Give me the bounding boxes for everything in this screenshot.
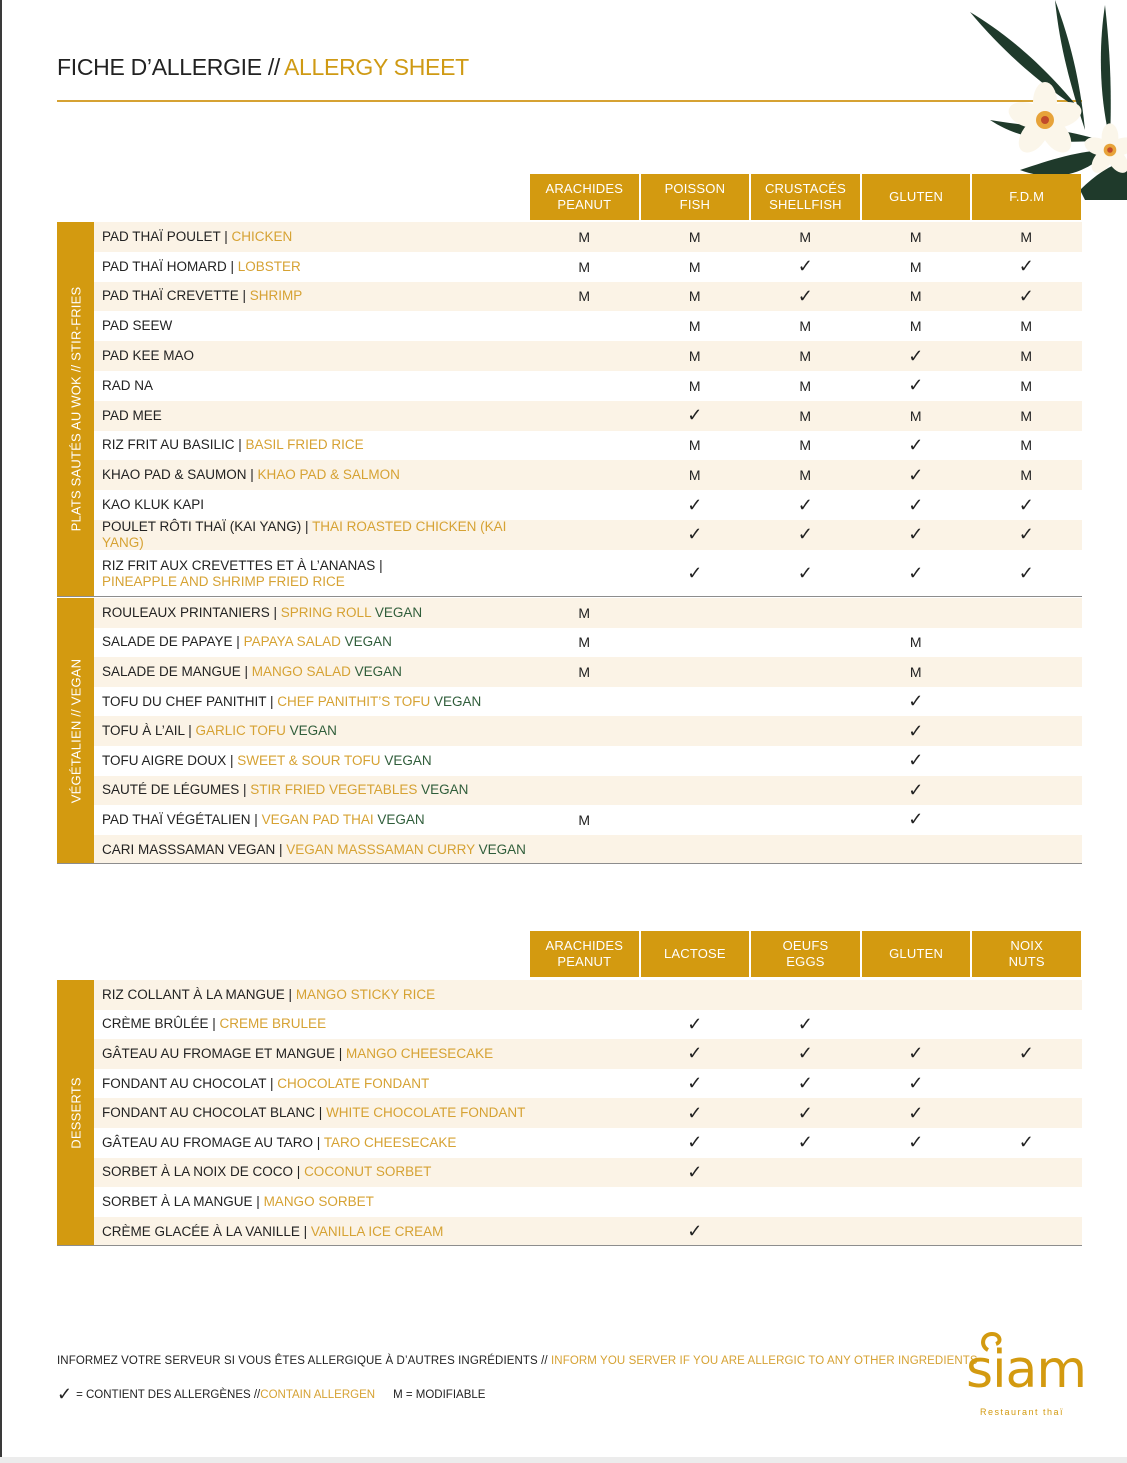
dish-name: SORBET À LA NOIX DE COCO | COCONUT SORBET <box>102 1164 432 1180</box>
dish-name: FONDANT AU CHOCOLAT BLANC | WHITE CHOCOLATE FONDANT <box>102 1105 526 1121</box>
table-row <box>94 1010 1082 1040</box>
table-row <box>94 490 1082 520</box>
allergen-mark: M <box>578 228 591 245</box>
table-row <box>94 835 1082 865</box>
check-icon: ✓ <box>1018 285 1034 306</box>
table-row <box>94 460 1082 490</box>
section-label-vegan: VÉGÉTALIEN // VEGAN <box>57 598 94 863</box>
check-icon: ✓ <box>687 1043 703 1064</box>
vegan-tag: VEGAN <box>434 693 482 709</box>
check-icon: ✓ <box>908 1073 924 1094</box>
column-header-peanut: ARACHIDES PEANUT <box>530 931 639 977</box>
table-row <box>94 1217 1082 1247</box>
allergen-mark: M <box>688 288 701 305</box>
allergen-mark: M <box>799 467 812 484</box>
allergen-mark: M <box>1020 228 1033 245</box>
check-icon: ✓ <box>1018 256 1034 277</box>
check-icon: ✓ <box>797 285 813 306</box>
allergen-mark: M <box>799 228 812 245</box>
table-row <box>94 550 1082 598</box>
column-header-gluten: GLUTEN <box>862 174 971 220</box>
allergen-mark: M <box>1020 377 1033 394</box>
allergen-mark: M <box>909 258 922 275</box>
check-icon: ✓ <box>687 494 703 515</box>
check-icon: ✓ <box>687 1221 703 1242</box>
dish-name: CRÈME BRÛLÉE | CREME BRULEE <box>102 1016 327 1032</box>
allergen-mark: M <box>799 407 812 424</box>
check-icon: ✓ <box>908 464 924 485</box>
allergen-mark: M <box>909 288 922 305</box>
check-icon: ✓ <box>908 691 924 712</box>
check-icon: ✓ <box>908 809 924 830</box>
check-icon: ✓ <box>797 524 813 545</box>
dish-name: RIZ FRIT AUX CREVETTES ET À L’ANANAS | PINEAPPLE AND SHRIMP FRIED RICE <box>102 557 383 589</box>
check-icon: ✓ <box>797 256 813 277</box>
column-header-eggs: OEUFS EGGS <box>751 931 860 977</box>
allergen-mark: M <box>688 348 701 365</box>
allergen-mark: M <box>578 663 591 680</box>
allergen-mark: M <box>688 258 701 275</box>
legend: ✓ = CONTIENT DES ALLERGÈNES // CONTAIN ALLERGEN M = MODIFIABLE <box>57 1384 486 1404</box>
vegan-tag: VEGAN <box>384 752 432 768</box>
table-row <box>94 311 1082 341</box>
table-row <box>94 657 1082 687</box>
dish-name: RIZ FRIT AU BASILIC | BASIL FRIED RICE <box>102 437 364 453</box>
table-row <box>94 282 1082 312</box>
allergen-mark: M <box>688 228 701 245</box>
check-icon: ✓ <box>687 1102 703 1123</box>
page-border <box>0 0 2 1463</box>
allergen-mark: M <box>578 288 591 305</box>
check-icon: ✓ <box>908 563 924 584</box>
section-label-desserts: DESSERTS <box>57 980 94 1245</box>
dish-name: SORBET À LA MANGUE | MANGO SORBET <box>102 1193 374 1209</box>
check-icon: ✓ <box>908 434 924 455</box>
check-icon: ✓ <box>1018 494 1034 515</box>
column-header-peanut: ARACHIDES PEANUT <box>530 174 639 220</box>
check-icon: ✓ <box>687 1013 703 1034</box>
table-row <box>94 1128 1082 1158</box>
check-icon: ✓ <box>908 1043 924 1064</box>
dessert-list <box>94 980 1082 1246</box>
vegan-tag: VEGAN <box>478 841 526 857</box>
allergen-mark: M <box>688 467 701 484</box>
dish-name: GÂTEAU AU FROMAGE AU TARO | TARO CHEESECAKE <box>102 1134 457 1150</box>
check-icon: ✓ <box>908 779 924 800</box>
section-vegan <box>57 598 1082 863</box>
table-row <box>94 1187 1082 1217</box>
allergen-mark: M <box>1020 318 1033 335</box>
allergen-mark: M <box>909 663 922 680</box>
allergen-mark: M <box>1020 407 1033 424</box>
column-header-fish: POISSON FISH <box>641 174 750 220</box>
table-row <box>94 1039 1082 1069</box>
section-label-stir-fries: PLATS SAUTÉS AU WOK // STIR-FRIES <box>57 222 94 596</box>
table-row <box>94 716 1082 746</box>
check-icon: ✓ <box>908 1102 924 1123</box>
allergen-mark: M <box>909 407 922 424</box>
check-icon: ✓ <box>687 405 703 426</box>
check-icon: ✓ <box>1018 1132 1034 1153</box>
column-header-fdm: F.D.M <box>972 174 1081 220</box>
section-desserts <box>57 980 1082 1245</box>
check-icon: ✓ <box>687 524 703 545</box>
check-icon: ✓ <box>797 1073 813 1094</box>
table-row <box>94 1098 1082 1128</box>
page-bottom-edge <box>0 1457 1127 1463</box>
dish-name: SALADE DE MANGUE | MANGO SALAD VEGAN <box>102 663 402 679</box>
table-row <box>94 341 1082 371</box>
dish-name: PAD KEE MAO <box>102 348 195 364</box>
allergen-mark: M <box>578 258 591 275</box>
check-icon: ✓ <box>687 1073 703 1094</box>
check-icon: ✓ <box>1018 1043 1034 1064</box>
table-row <box>94 401 1082 431</box>
dish-name: TOFU À L’AIL | GARLIC TOFU VEGAN <box>102 723 337 739</box>
frangipani-flower-decoration <box>960 0 1127 200</box>
check-icon: ✓ <box>1018 563 1034 584</box>
check-icon: ✓ <box>687 1161 703 1182</box>
allergen-mark: M <box>799 318 812 335</box>
vegan-tag: VEGAN <box>354 663 402 679</box>
dish-name: PAD THAÏ CREVETTE | SHRIMP <box>102 288 303 304</box>
check-icon: ✓ <box>1018 524 1034 545</box>
allergen-mark: M <box>1020 437 1033 454</box>
section-divider <box>57 1245 1082 1246</box>
table-row <box>94 1069 1082 1099</box>
table-row <box>94 687 1082 717</box>
dish-name: SALADE DE PAPAYE | PAPAYA SALAD VEGAN <box>102 634 392 650</box>
check-icon: ✓ <box>797 1013 813 1034</box>
dish-name: RAD NA <box>102 377 154 393</box>
siam-logo: siam Restaurant thaï <box>958 1324 1086 1424</box>
check-icon: ✓ <box>908 375 924 396</box>
table-row <box>94 431 1082 461</box>
header-divider <box>57 100 1082 102</box>
vegan-tag: VEGAN <box>289 723 337 739</box>
dish-name: PAD THAÏ VÉGÉTALIEN | VEGAN PAD THAI VEGAN <box>102 811 425 827</box>
dish-name: POULET RÔTI THAÏ (KAI YANG) | THAI ROASTED CHICKEN (KAI YANG) <box>102 518 507 550</box>
column-header-lactose: LACTOSE <box>641 931 750 977</box>
allergy-notice: INFORMEZ VOTRE SERVEUR SI VOUS ÊTES ALLERGIQUE À D’AUTRES INGRÉDIENTS // INFORM YOU SERVER IF YOU ARE ALLERGIC TO ANY OTHER INGREDIENTS <box>57 1355 978 1367</box>
check-icon: ✓ <box>797 494 813 515</box>
dish-name: CARI MASSSAMAN VEGAN | VEGAN MASSSAMAN CURRY VEGAN <box>102 841 526 857</box>
dish-list <box>94 598 1082 864</box>
table-row <box>94 805 1082 835</box>
table-row <box>94 598 1082 628</box>
section-divider <box>57 596 1082 597</box>
allergen-mark: M <box>688 377 701 394</box>
allergen-mark: M <box>578 811 591 828</box>
dish-name: RIZ COLLANT À LA MANGUE | MANGO STICKY RICE <box>102 986 436 1002</box>
dish-name: CRÈME GLACÉE À LA VANILLE | VANILLA ICE CREAM <box>102 1223 444 1239</box>
column-header-nuts: NOIX NUTS <box>972 931 1081 977</box>
check-icon: ✓ <box>797 1043 813 1064</box>
dish-name: TOFU DU CHEF PANITHIT | CHEF PANITHIT’S TOFU VEGAN <box>102 693 482 709</box>
page-title: FICHE D’ALLERGIE // ALLERGY SHEET <box>57 54 469 80</box>
dish-name: KAO KLUK KAPI <box>102 497 205 513</box>
table-row <box>94 222 1082 252</box>
table-row <box>94 520 1082 550</box>
check-icon: ✓ <box>57 1384 73 1404</box>
table-row <box>94 1158 1082 1188</box>
vegan-tag: VEGAN <box>374 604 423 620</box>
check-icon: ✓ <box>908 750 924 771</box>
table-row <box>94 252 1082 282</box>
table-row <box>94 628 1082 658</box>
dish-name: SAUTÉ DE LÉGUMES | STIR FRIED VEGETABLES VEGAN <box>102 782 469 798</box>
allergen-mark: M <box>578 604 591 621</box>
allergen-mark: M <box>688 318 701 335</box>
section-divider <box>57 863 1082 864</box>
check-icon: ✓ <box>908 1132 924 1153</box>
table-row <box>94 371 1082 401</box>
check-icon: ✓ <box>908 524 924 545</box>
check-icon: ✓ <box>908 345 924 366</box>
dish-list <box>94 222 1082 598</box>
allergen-mark: M <box>688 437 701 454</box>
vegan-tag: VEGAN <box>421 782 469 798</box>
check-icon: ✓ <box>687 1132 703 1153</box>
column-header-gluten: GLUTEN <box>862 931 971 977</box>
allergen-mark: M <box>578 634 591 651</box>
check-icon: ✓ <box>908 494 924 515</box>
dish-name: PAD THAÏ POULET | CHICKEN <box>102 228 293 244</box>
dish-name: PAD THAÏ HOMARD | LOBSTER <box>102 258 301 274</box>
table-row <box>94 776 1082 806</box>
dessert-allergen-header-row <box>530 931 1081 977</box>
vegan-tag: VEGAN <box>344 634 392 650</box>
check-icon: ✓ <box>687 563 703 584</box>
dish-name: ROULEAUX PRINTANIERS | SPRING ROLL VEGAN <box>102 604 423 620</box>
check-icon: ✓ <box>797 1132 813 1153</box>
allergen-mark: M <box>799 348 812 365</box>
dish-name: GÂTEAU AU FROMAGE ET MANGUE | MANGO CHEESECAKE <box>102 1045 494 1061</box>
dish-name: FONDANT AU CHOCOLAT | CHOCOLATE FONDANT <box>102 1075 430 1091</box>
column-header-shellfish: CRUSTACÉS SHELLFISH <box>751 174 860 220</box>
allergen-header-row <box>530 174 1081 220</box>
dish-name: PAD SEEW <box>102 318 173 334</box>
table-row <box>94 980 1082 1010</box>
allergen-mark: M <box>909 228 922 245</box>
section-stir-fries <box>57 222 1082 596</box>
vegan-tag: VEGAN <box>377 811 425 827</box>
check-icon: ✓ <box>908 720 924 741</box>
allergen-mark: M <box>1020 348 1033 365</box>
allergen-mark: M <box>799 437 812 454</box>
dish-name: PAD MEE <box>102 407 162 423</box>
check-icon: ✓ <box>797 1102 813 1123</box>
dish-name: KHAO PAD & SAUMON | KHAO PAD & SALMON <box>102 467 400 483</box>
check-icon: ✓ <box>797 563 813 584</box>
allergen-mark: M <box>799 377 812 394</box>
table-row <box>94 746 1082 776</box>
dish-name: TOFU AIGRE DOUX | SWEET & SOUR TOFU VEGAN <box>102 752 432 768</box>
allergen-mark: M <box>909 634 922 651</box>
allergen-mark: M <box>1020 467 1033 484</box>
allergen-mark: M <box>909 318 922 335</box>
